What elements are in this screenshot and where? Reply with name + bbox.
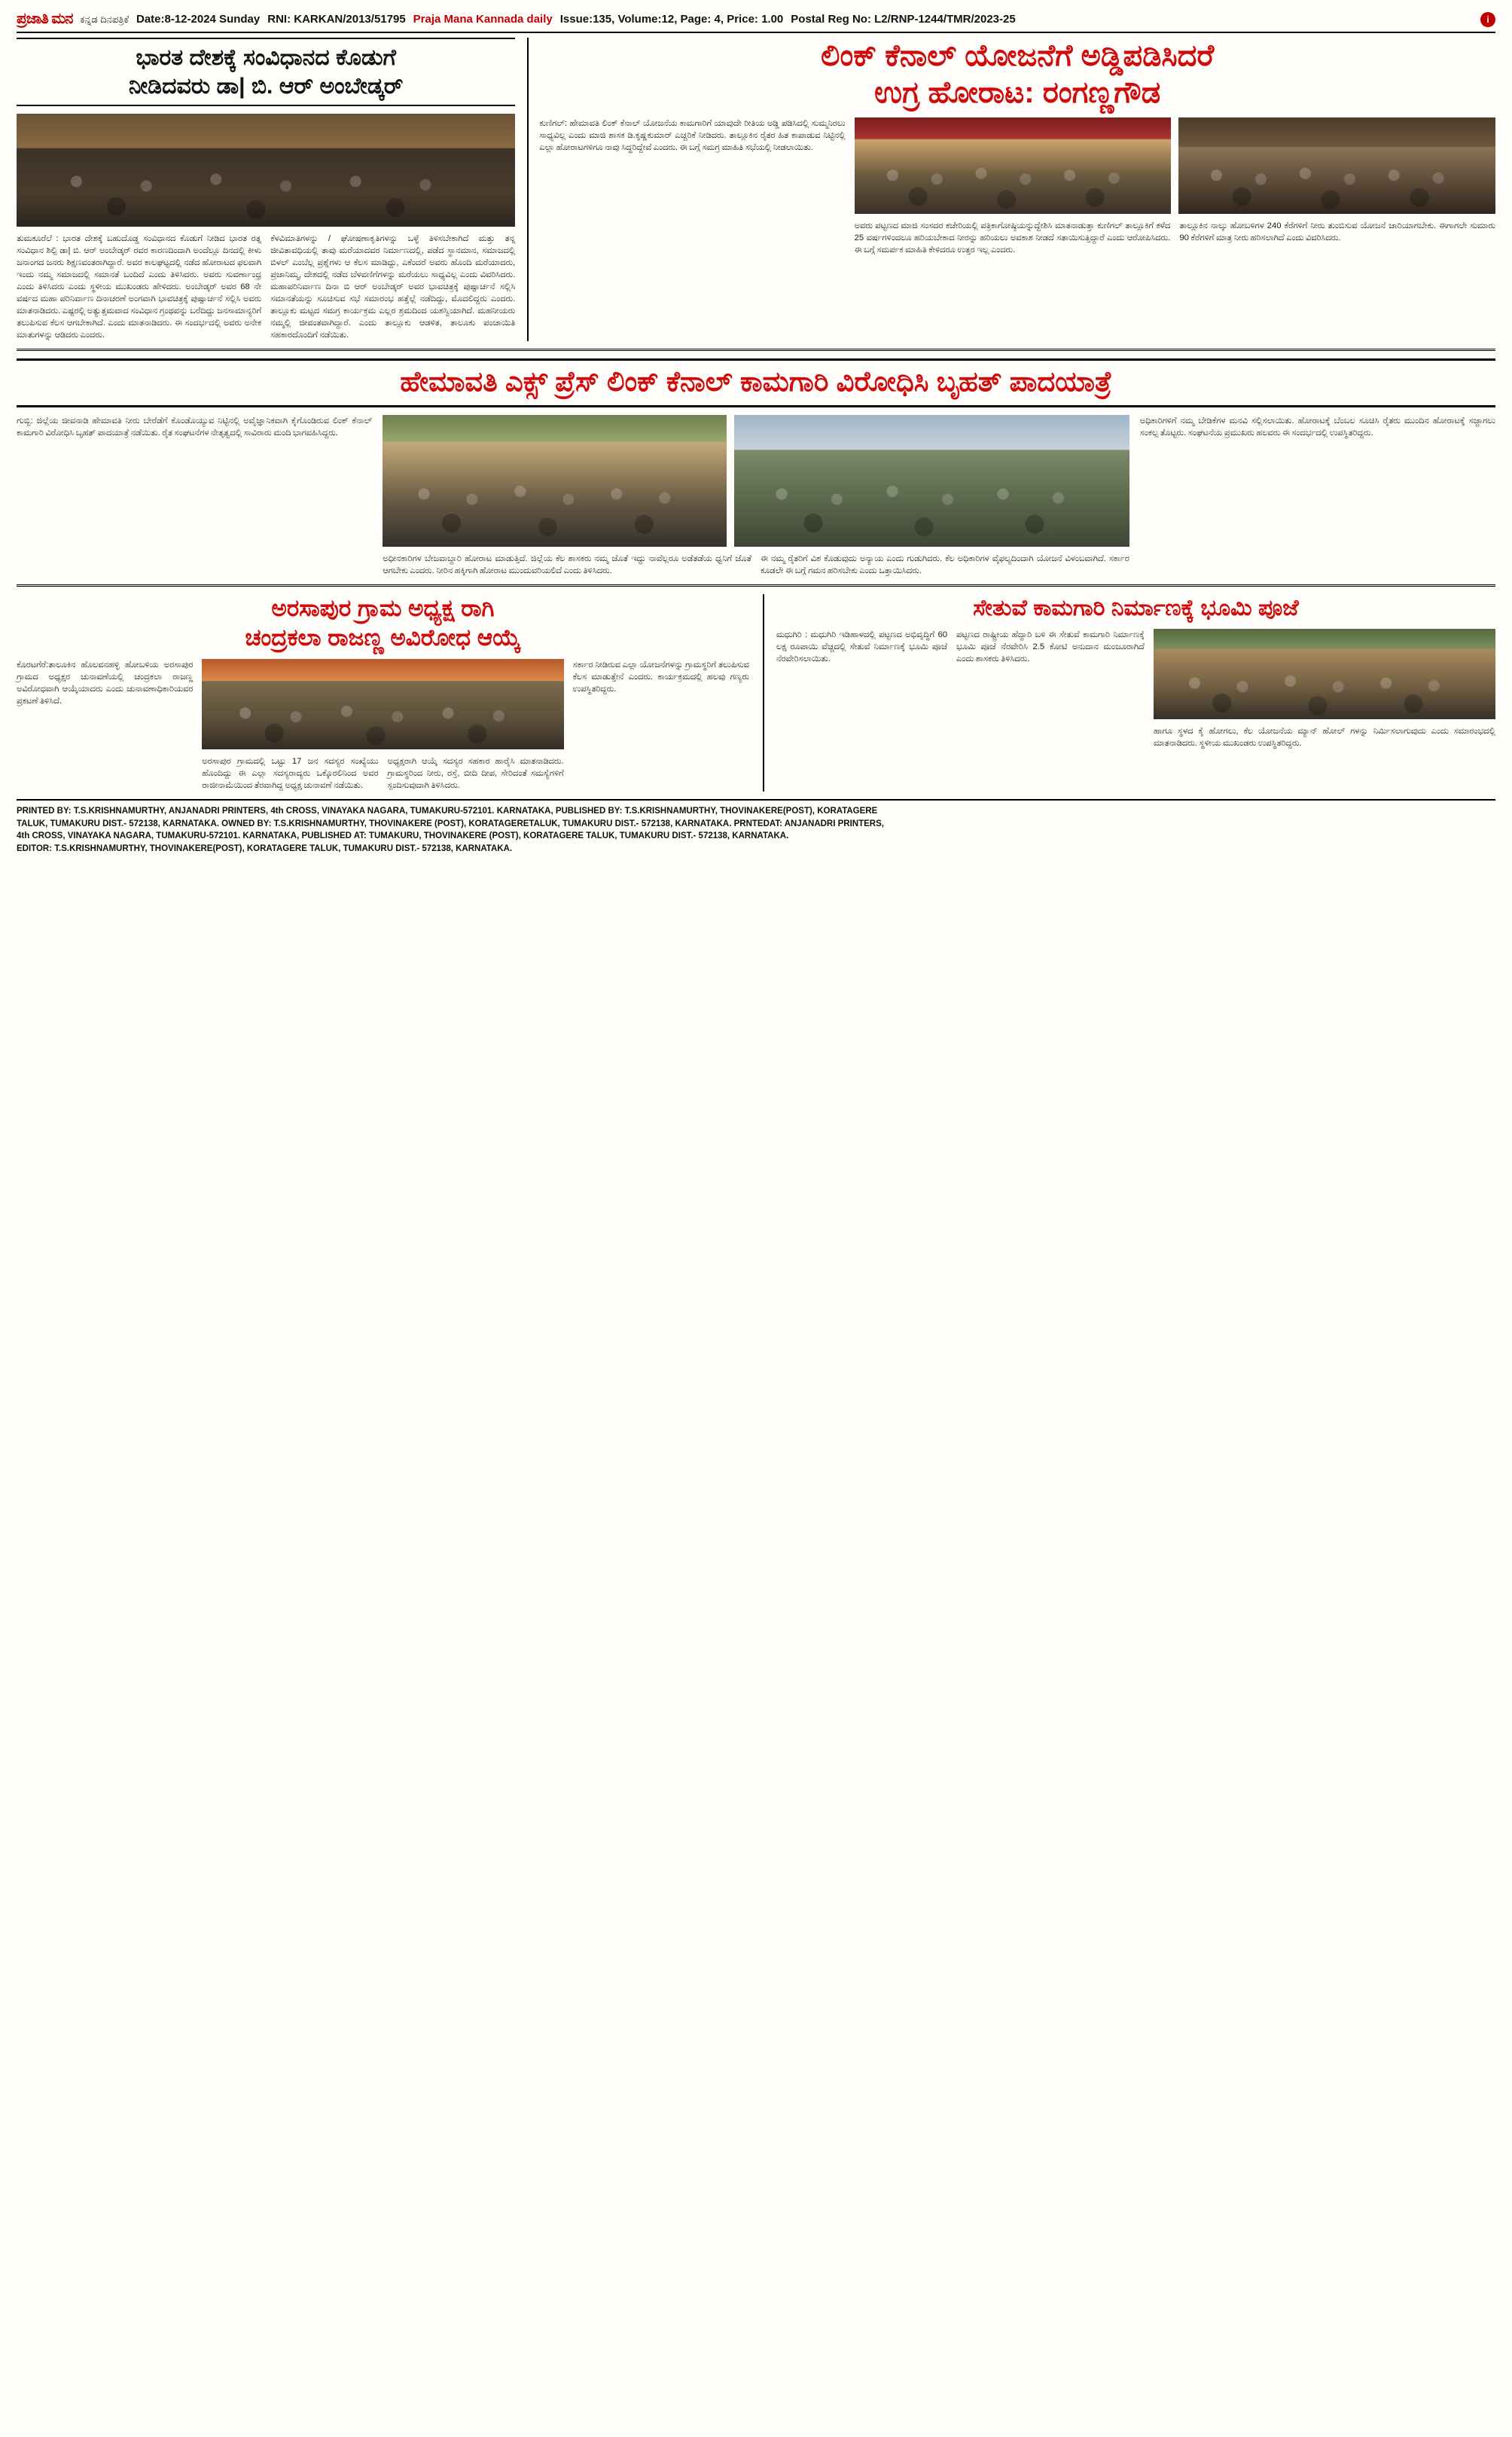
padayatre-march-photo <box>734 415 1129 547</box>
story-padayatre-column-2: ಅಧೀನಕಾರಿಗಳ ಬೇಜವಾಬ್ದಾರಿ ಹೋರಾಟ ಮಾಡುತ್ತಿದೆ. ಜಿಲ್ಲೆಯ ಕೆಲ ಶಾಸಕರು ನಮ್ಮ ಜೊತೆ ಇದ್ದು ನಾವೆಲ್ಲರೂ ಅಡೆತಡೆಯ ಧ್ವನಿಗೆ ಜೊತೆ ಆಗಬೇಕು ಎಂದರು. ನೀರಿನ ಹಕ್ಕಿಗಾಗಿ ಹೋರಾಟ ಮುಂದುವರಿಯಲಿದೆ ಎಂದು ತಿಳಿಸಿದರು. <box>383 554 751 576</box>
story-bridge-puja-column-1: ಮಧುಗಿರಿ : ಮಧುಗಿರಿ ಇಡಿಹಾಳದಲ್ಲಿ ಪಟ್ಟಣದ ಅಭಿವೃದ್ಧಿಗೆ 60 ಲಕ್ಷ ರೂಪಾಯಿ ವೆಚ್ಚದಲ್ಲಿ ಸೇತುವೆ ನಿರ್ಮಾಣಕ್ಕೆ ಭೂಮಿ ಪೂಜೆ ನೆರವೇರಿಸಲಾಯಿತು. <box>776 630 948 663</box>
story-link-canal-headline-line2: ಉಗ್ರ ಹೋರಾಟ: ರಂಗಣ್ಣಗೌಡ <box>874 75 1161 109</box>
village-group-photo <box>202 659 563 749</box>
info-badge-icon: i <box>1480 12 1495 27</box>
masthead <box>17 11 1495 33</box>
story-bridge-puja-column-2: ಪಟ್ಟಣದ ರಾಷ್ಟ್ರೀಯ ಹೆದ್ದಾರಿ ಬಳಿ ಈ ಸೇತುವೆ ಕಾಮಗಾರಿ ನಿರ್ಮಾಣಕ್ಕೆ ಭೂಮಿ ಪೂಜೆ ನೆರವೇರಿಸಿ 2.5 ಕೋಟಿ ಅನುದಾನ ಮಂಜೂರಾಗಿದೆ ಎಂದು ಶಾಸಕರು ತಿಳಿಸಿದರು. <box>956 630 1145 663</box>
story-arasapura-column-4: ಸರ್ಕಾರ ನೀಡಿರುವ ಎಲ್ಲಾ ಯೋಜನೆಗಳನ್ನು ಗ್ರಾಮಸ್ಥರಿಗೆ ತಲುಪಿಸುವ ಕೆಲಸ ಮಾಡುತ್ತೇನೆ ಎಂದರು. ಕಾರ್ಯಕ್ರಮದಲ್ಲಿ ಹಲವು ಗಣ್ಯರು ಉಪಸ್ಥಿತರಿದ್ದರು. <box>572 660 749 694</box>
story-ambedkar-column-1: ತುಮಕೂರೆಲೆ : ಭಾರತ ದೇಶಕ್ಕೆ ಬಹುದೊಡ್ಡ ಸಂವಿಧಾನದ ಕೊಡುಗೆ ನೀಡಿದ ಭಾರತ ರತ್ನ ಸಂವಿಧಾನ ಶಿಲ್ಪಿ ಡಾ| ಬಿ. ಆರ್ ಅಂಬೇಡ್ಕರ್ ರವರ ಕಾರಣದಿಂದಾಗಿ ಅಂದೆಲ್ಲೂ ದಿನದಲ್ಲಿ ಕೀಳು ಜನಾಂಗದ ಜನರು ಶಿಕ್ಷಣವಂತರಾಗಿದ್ದಾರೆ. ಅವರ ಕಾಲಘಟ್ಟದಲ್ಲಿ ನಡೆದ ಹೋರಾಟದ ಫಲವಾಗಿ ಇಂದು ನಮ್ಮ ಸಮಾಜದಲ್ಲಿ ಸಮಾನತೆ ಬಂದಿದೆ ಎಂದು ತಿಳಿಸಿದರು. ಅವರು ಸುವರ್ಣಾಂಧ್ರ ಎಂದು ತಿಳಿಸಿದರು ಎಂದು ಸ್ಥಳೀಯ ಮುಖಂಡರು ಹೇಳಿದರು. ಅಂಬೇಡ್ಕರ್ ಅವರ 68 ನೇ ವರ್ಷದ ಮಹಾ ಪರಿನಿರ್ವಾಣ ದಿನಾಚರಣೆ ಅಂಗವಾಗಿ ಭಾವಚಿತ್ರಕ್ಕೆ ಪುಷ್ಪಾರ್ಚನೆ ಸಲ್ಲಿಸಿ ಅವರು ಮಾತನಾಡಿದರು. ಎಷ್ಟರಲ್ಲಿ ಅತ್ಯುತ್ತಮವಾದ ಸಂವಿಧಾನ ಗ್ರಂಥವನ್ನು ಬರೆದಿದ್ದು ಜನಸಾಮಾನ್ಯರಿಗೆ ತಲುಪಿಸುವ ಕೆಲಸ ಆಗಬೇಕಾಗಿದೆ. ಎಂದು ಮಾತನಾಡಿದರು. ಈ ಸಂದರ್ಭದಲ್ಲಿ ಅವರು ಅನೇಕ ಮಾತುಗಳನ್ನು ಆಡಿದರು ಎಂದರು. <box>17 234 262 340</box>
story-arasapura-headline-line2: ಚಂದ್ರಕಲಾ ರಾಜಣ್ಣ ಅವಿರೋಧ ಆಯ್ಕೆ <box>245 624 521 651</box>
imprint-line-1: PRINTED BY: T.S.KRISHNAMURTHY, ANJANADRI PRINTERS, 4th CROSS, VINAYAKA NAGARA, TUMAKURU-572101. KARNATAKA, PUBLISHED BY: T.S.KRISHNAMURTHY, THOVINAKERE(POST), KORATAGERE <box>17 806 878 816</box>
rangannagowda-stage-photo <box>855 117 1172 214</box>
story-arasapura-headline-line1: ಅರಸಾಪುರ ಗ್ರಾಮ ಅಧ್ಯಕ್ಷ ರಾಗಿ <box>271 595 495 622</box>
masthead-issue: Issue:135, Volume:12, Page: 4, Price: 1.00 <box>559 13 784 26</box>
story-ambedkar-headline-line1: ಭಾರತ ದೇಶಕ್ಕೆ ಸಂವಿಧಾನದ ಕೊಡುಗೆ <box>136 45 396 70</box>
story-arasapura-headline <box>17 594 749 653</box>
masthead-logo: ಪ್ರಜಾತಿ ಮನ <box>17 11 73 27</box>
story-padayatre-column-3: ಈ ನಮ್ಮ ರೈತರಿಗೆ ವಿಶ ಕೊಡುವುದು ಅನ್ಯಾಯ ಎಂದು ಗುಡುಗಿದರು. ಕೆಲ ಅಧಿಕಾರಿಗಳ ವೈಫಲ್ಯದಿಂದಾಗಿ ಯೋಜನೆ ವಿಳಂಬವಾಗಿದೆ. ಸರ್ಕಾರ ಕೂಡಲೇ ಈ ಬಗ್ಗೆ ಗಮನ ಹರಿಸಬೇಕು ಎಂದು ಒತ್ತಾಯಿಸಿದರು. <box>761 554 1129 576</box>
ambedkar-function-photo <box>17 114 515 227</box>
masthead-title-english: Praja Mana Kannada daily <box>413 13 553 26</box>
story-link-canal-column-1: ಕುಣಿಗಲ್: ಹೇಮಾವತಿ ಲಿಂಕ್ ಕೆನಾಲ್ ಯೋಜನೆಯ ಕಾಮಗಾರಿಗೆ ಯಾವುದೇ ರೀತಿಯ ಅಡ್ಡಿ ಪಡಿಸಿದಲ್ಲಿ ಸುಮ್ಮನಿರಲು ಸಾಧ್ಯವಿಲ್ಲ ಎಂದು ಮಾಜಿ ಶಾಸಕ ಡಿ.ಕೃಷ್ಣಕುಮಾರ್ ಎಚ್ಚರಿಕೆ ನೀಡಿದರು. ತಾಲ್ಲೂಕಿನ ರೈತರ ಹಿತ ಕಾಪಾಡುವ ನಿಟ್ಟಿನಲ್ಲಿ ಎಲ್ಲಾ ಹೋರಾಟಗಳಿಗೂ ನಾವು ಸಿದ್ಧರಿದ್ದೇವೆ ಎಂದರು. ಈ ಬಗ್ಗೆ ಸಮಗ್ರ ಮಾಹಿತಿ ಸಭೆಯಲ್ಲಿ ನೀಡಲಾಯಿತು. <box>539 118 846 152</box>
story-link-canal-headline-line1: ಲಿಂಕ್ ಕೆನಾಲ್ ಯೋಜನೆಗೆ ಅಡ್ಡಿಪಡಿಸಿದರೆ <box>821 39 1215 72</box>
masthead-rni: RNI: KARKAN/2013/51795 <box>267 13 406 26</box>
story-ambedkar <box>17 38 515 341</box>
masthead-postal-reg: Postal Reg No: L2/RNP-1244/TMR/2023-25 <box>791 13 1016 26</box>
padayatre-banner-photo <box>383 415 727 547</box>
story-bridge-puja-column-3: ಹಾಗೂ ಸ್ಥಳದ ಕೈ ಹೋಗಲು, ಕೆಲ ಯೋಜನೆಯ ಮ್ಯಾನ್ ಹೋಲ್ ಗಳನ್ನು ನಿರ್ಮಿಸಲಾಗುವುದು ಎಂದು ಸಮಾರಂಭದಲ್ಲಿ ಮಾತನಾಡಿದರು. ಸ್ಥಳೀಯ ಮುಖಂಡರು ಉಪಸ್ಥಿತರಿದ್ದರು. <box>1153 726 1495 748</box>
story-padayatre-headline: ಹೇಮಾವತಿ ಎಕ್ಸ್ ಪ್ರೆಸ್ ಲಿಂಕ್ ಕೆನಾಲ್ ಕಾಮಗಾರಿ ವಿರೋಧಿಸಿ ಬೃಹತ್ ಪಾದಯಾತ್ರೆ <box>17 358 1495 407</box>
bottom-zone <box>17 584 1495 791</box>
top-zone <box>17 38 1495 351</box>
story-link-canal <box>527 38 1495 341</box>
story-arasapura-column-3: ಅಧ್ಯಕ್ಷರಾಗಿ ಆಯ್ಕೆ ಸದಸ್ಯರ ಸಹಕಾರ ಹಾರೈಸಿ ಮಾತನಾಡಿದರು. ಗ್ರಾಮಸ್ಥರಿಂದ ನೀರು, ರಸ್ತೆ, ಬೀದಿ ದೀಪ, ಸೇರಿದಂತೆ ಸಮಸ್ಯೆಗಳಿಗೆ ಸ್ಪಂದಿಸುವುದಾಗಿ ತಿಳಿಸಿದರು. <box>387 756 564 790</box>
masthead-logo-subtitle: ಕನ್ನಡ ದಿನಪತ್ರಿಕೆ <box>80 13 129 25</box>
story-link-canal-headline <box>539 38 1495 111</box>
story-arasapura <box>17 594 749 791</box>
story-link-canal-column-3: ತಾಲ್ಲೂಕಿನ ನಾಲ್ಕು ಹೋಬಳಿಗಳ 240 ಕೆರೆಗಳಿಗೆ ನೀರು ತುಂಬಿಸುವ ಯೋಜನೆ ಜಾರಿಯಾಗಬೇಕು. ಈಗಾಗಲೇ ಸುಮಾರು 90 ಕೆರೆಗಳಿಗೆ ಮಾತ್ರ ನೀರು ಹರಿಸಲಾಗಿದೆ ಎಂದು ವಿವರಿಸಿದರು. <box>1179 221 1496 242</box>
story-arasapura-column-1: ಕೊರಟಗೆರೆ:ತಾಲೂಕಿನ ಹೊಲವನಹಳ್ಳಿ ಹೋಬಳಿಯ ಅರಸಾಪುರ ಗ್ರಾಮದ ಅಧ್ಯಕ್ಷರ ಚುನಾವಣೆಯಲ್ಲಿ ಚಂದ್ರಕಲಾ ರಾಜಣ್ಣ ಅವಿರೋಧವಾಗಿ ಆಯ್ಕೆಯಾದರು ಎಂದು ಚುನಾವಣಾಧಿಕಾರಿಯವರ ಪ್ರಕಟಣೆ ತಿಳಿಸಿದೆ. <box>17 660 194 706</box>
story-bridge-puja-headline: ಸೇತುವೆ ಕಾಮಗಾರಿ ನಿರ್ಮಾಣಕ್ಕೆ ಭೂಮಿ ಪೂಜೆ <box>973 596 1299 621</box>
imprint-line-3: 4th CROSS, VINAYAKA NAGARA, TUMAKURU-572101. KARNATAKA, PUBLISHED AT: TUMAKURU, THOVINAKERE (POST), KORATAGERE TALUK, TUMAKURU DIST.- 572138, KARNATAKA. <box>17 831 789 841</box>
story-padayatre-column-1: ಗುಬ್ಬಿ: ಜಿಲ್ಲೆಯ ಜೀವನಾಡಿ ಹೇಮಾವತಿ ನೀರು ಬೇರೆಡೆಗೆ ಕೊಂಡೊಯ್ಯುವ ನಿಟ್ಟಿನಲ್ಲಿ ಅವೈಜ್ಞಾನಿಕವಾಗಿ ಕೈಗೊಂಡಿರುವ ಲಿಂಕ್ ಕೆನಾಲ್ ಕಾಮಗಾರಿ ವಿರೋಧಿಸಿ ಬೃಹತ್ ಪಾದಯಾತ್ರೆ ನಡೆಯಿತು. ರೈತ ಸಂಘಟನೆಗಳ ನೇತೃತ್ವದಲ್ಲಿ ಸಾವಿರಾರು ಮಂದಿ ಭಾಗವಹಿಸಿದ್ದರು. <box>17 416 373 438</box>
story-bridge-puja <box>763 594 1495 791</box>
story-ambedkar-headline-line2: ನೀಡಿದವರು ಡಾ| ಬಿ. ಆರ್ ಅಂಬೇಡ್ಕರ್ <box>128 73 404 99</box>
story-ambedkar-column-2: ಕೆಳವಿಮಾತಿಗಳನ್ನು / ಘೋಷಣಾಕೃತಿಗಳನ್ನು ಒಳ್ಳೆ ತಿಳಿಸಬೇಕಾಗಿದೆ ಮತ್ತು ತನ್ನ ಜೀವಿತಾವಧಿಯಲ್ಲಿ ತಾವು ಮರೆಯಾದವರ ನಿರ್ಮಾಣದಲ್ಲಿ, ಪಡೆದ ಸ್ಥಾನಮಾನ, ಸಮಾಜದಲ್ಲಿ ಬಿಳಲ್ ಎಂಬೆಲ್ಲ ಪ್ರಶ್ನೆಗಳು ಆ ಕೆಲಸ ಮಾಡಿದ್ದು, ಎಕೆಂದರೆ ಅವರು ಹೊಂದಿ ಮರೆಯಾದರು, ಪ್ರಜಾನಿಮ್ಮ, ದೇಶದಲ್ಲಿ ನಡೆದ ಬೆಳವಣಿಗೆಗಳನ್ನು ಮರೆಯಲು ಸಾಧ್ಯವಿಲ್ಲ ಎಂದು ವಿವರಿಸಿದರು. ಮಹಾಪರಿನಿರ್ವಾಣ ದಿನಾ ಬಿ ಆರ್ ಅಂಬೇಡ್ಕರ್ ಅವರ ಭಾವಚಿತ್ರಕ್ಕೆ ಪುಷ್ಪಾರ್ಚನೆ ಸಲ್ಲಿಸಿ ಸಮಾನತೆಯನ್ನು ಸೂಚಿಸುವ ಸಭೆ ಸಮಾರಂಭ ಹತ್ತೆಲ್ಲೆ ನಡೆದಿದ್ದು, ಮೊದಲಿದ್ದರು ಎಂದರು. ತಾಲ್ಲೂಕು ಮಟ್ಟದ ಸಮಗ್ರ ಕಾರ್ಯಕ್ರಮ ಎಲ್ಲರ ಶ್ರಮದಿಂದ ಯಶಸ್ವಿಯಾಗಿದೆ. ಮಹನೀಯರು ನಮ್ಮಲ್ಲಿ ಜೀವಂತವಾಗಿದ್ದಾರೆ. ಎಂದು ತಾಲ್ಲೂಕು ಆಡಳಿತ, ತಾಲೂಕು ಪಂಚಾಯಿತಿ ಸಹಕಾರದೊಂದಿಗೆ ನಡೆಯಿತು. <box>270 234 516 340</box>
story-padayatre <box>17 415 1495 577</box>
meeting-hall-photo <box>1178 117 1495 214</box>
bhoomi-puja-photo <box>1154 629 1495 719</box>
story-link-canal-column-2: ಅವರು ಪಟ್ಟಣದ ಮಾಜಿ ಸಂಸದರ ಕಚೇರಿಯಲ್ಲಿ ಪತ್ರಿಕಾಗೋಷ್ಠಿಯನ್ನುದ್ದೇಶಿಸಿ ಮಾತನಾಡುತ್ತಾ ಕುಣಿಗಲ್ ತಾಲ್ಲೂಕಿಗೆ ಕಳೆದ 25 ವರ್ಷಗಳಿಂದಲೂ ಹರಿಯಬೇಕಾದ ನೀರನ್ನು ಹರಿಯಲು ಅವಕಾಶ ನೀಡದೆ ಸತಾಯಿಸುತ್ತಿದ್ದಾರೆ ಎಂದು ಆರೋಪಿಸಿದರು. ಈ ಬಗ್ಗೆ ಸಮರ್ಪಕ ಮಾಹಿತಿ ಕೇಳಿದರೂ ಉತ್ತರ ಇಲ್ಲ ಎಂದರು. <box>854 221 1171 255</box>
story-padayatre-column-4: ಅಧಿಕಾರಿಗಳಿಗೆ ನಮ್ಮ ಬೇಡಿಕೆಗಳ ಮನವಿ ಸಲ್ಲಿಸಲಾಯಿತು. ಹೋರಾಟಕ್ಕೆ ಬೆಂಬಲ ಸೂಚಿಸಿ ರೈತರು ಮುಂದಿನ ಹೋರಾಟಕ್ಕೆ ಸಜ್ಜಾಗಲು ಸಂಕಲ್ಪ ತೊಟ್ಟರು. ಸಂಘಟನೆಯ ಪ್ರಮುಖರು ಹಲವರು ಈ ಸಂದರ್ಭದಲ್ಲಿ ಉಪಸ್ಥಿತರಿದ್ದರು. <box>1139 416 1495 438</box>
imprint-line-2: TALUK, TUMAKURU DIST.- 572138, KARNATAKA. OWNED BY: T.S.KRISHNAMURTHY, THOVINAKERE (POST), KORATAGERETALUK, TUMAKURU DIST.- 572138, KARNATAKA. PRNTEDAT: ANJANADRI PRINTERS, <box>17 819 884 828</box>
imprint-line-4: EDITOR: T.S.KRISHNAMURTHY, THOVINAKERE(POST), KORATAGERE TALUK, TUMAKURU DIST.- 572138, KARNATAKA. <box>17 843 513 853</box>
masthead-date: Date:8-12-2024 Sunday <box>136 13 261 26</box>
imprint-footer <box>17 799 1495 856</box>
story-arasapura-column-2: ಅರಸಾಪುರ ಗ್ರಾಮದಲ್ಲಿ ಒಟ್ಟು 17 ಜನ ಸದಸ್ಯರ ಸಂಖ್ಯೆಯು ಹೊಂದಿದ್ದು ಈ ಎಲ್ಲಾ ಸದಸ್ಯರಾದ್ಯರು ಒಕ್ಕೊರಲಿನಿಂದ ಅವರ ರಾಜೀನಾಮೆಯಿಂದ ತೆರವಾಗಿದ್ದ ಅಧ್ಯಕ್ಷ ಚುನಾವಣೆ ನಡೆಯಿತು. <box>202 756 379 790</box>
story-ambedkar-headline <box>17 38 515 106</box>
